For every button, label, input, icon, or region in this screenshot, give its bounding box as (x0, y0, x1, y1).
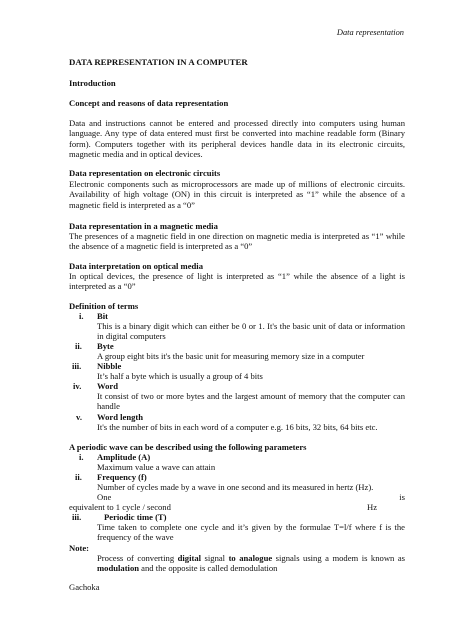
optical-heading: Data interpretation on optical media (69, 261, 203, 271)
running-header: Data representation (336, 28, 404, 37)
wave-desc-amplitude: Maximum value a wave can attain (97, 462, 216, 472)
wave-number: iii. (72, 512, 82, 522)
concept-heading: Concept and reasons of data representation (69, 98, 229, 108)
definition-desc-word: It consist of two or more bytes and the largest amount of memory that the computer can handle (97, 391, 405, 412)
definition-number: v. (76, 412, 82, 422)
optical-paragraph: In optical devices, the presence of light is interpreted as “1” while the absence of a light is interpreted as a “0” (69, 271, 405, 292)
wave-desc-frequency: Number of cycles made by a wave in one second and its measured in hertz (Hz). (97, 482, 374, 492)
definition-desc-bit: This is a binary digit which can either be 0 or 1. It's the basic unit of data or information in digital computers (97, 321, 405, 342)
definition-number: iv. (73, 381, 82, 391)
frequency-one-text: One (97, 492, 112, 502)
document-title: DATA REPRESENTATION IN A COMPUTER (69, 57, 248, 67)
note-bold-modulation: modulation (97, 563, 140, 574)
definitions-heading: Definition of terms (69, 301, 139, 311)
definition-term-byte: Byte (97, 341, 114, 351)
note-text: Process of converting (97, 553, 178, 563)
definition-desc-byte: A group eight bits it's the basic unit for measuring memory size in a computer (97, 351, 365, 361)
note-paragraph (97, 553, 405, 574)
footer-author: Gachoka (69, 582, 100, 592)
note-text: signals using a modem is known as (272, 553, 405, 563)
wave-term-period: Periodic time (T) (104, 512, 167, 522)
note-bold-digital: digital (177, 553, 202, 563)
frequency-is-text: is (399, 492, 405, 502)
note-bold-to-analogue: to analogue (228, 553, 273, 563)
definition-number: i. (79, 311, 84, 321)
concept-paragraph: Data and instructions cannot be entered and processed directly into computers using human language. Any type of data entered must first be converted into machine readable form (Binary form). Computers together with its peripheral devices handle data in its electronic circuits, magnetic media and in optical devices. (69, 118, 405, 159)
wave-number: i. (79, 452, 84, 462)
definition-term-bit: Bit (97, 311, 108, 321)
wave-number: ii. (75, 472, 82, 482)
wave-heading: A periodic wave can be described using the following parameters (69, 442, 307, 452)
frequency-hz-unit: Hz (367, 502, 378, 512)
note-label: Note: (69, 543, 90, 553)
definition-desc-nibble: It’s half a byte which is usually a group of 4 bits (97, 371, 263, 381)
definition-term-word: Word (97, 381, 119, 391)
definition-number: iii. (72, 361, 82, 371)
definition-term-nibble: Nibble (97, 361, 122, 371)
magnetic-heading: Data representation in a magnetic media (69, 221, 218, 231)
definition-term-word-length: Word length (97, 412, 144, 422)
electronic-paragraph: Electronic components such as microprocessors are made up of millions of electronic circuits. Availability of high voltage (ON) in this circuit is interpreted as “1” while the absence of a magnetic field is interpreted as a “0” (69, 179, 405, 210)
definition-number: ii. (75, 341, 82, 351)
note-text: signal (201, 553, 229, 563)
wave-term-frequency: Frequency (f) (97, 472, 147, 482)
magnetic-paragraph: The presences of a magnetic field in one direction on magnetic media is interpreted as “1” while the absence of a magnetic field is interpreted as a “0” (69, 231, 405, 252)
definition-desc-word-length: It's the number of bits in each word of a computer e.g. 16 bits, 32 bits, 64 bits etc. (97, 422, 378, 432)
wave-desc-period: Time taken to complete one cycle and it’s given by the formulae T=l/f where f is the frequency of the wave (97, 522, 405, 543)
note-text: and the opposite is called demodulation (139, 563, 278, 574)
intro-heading: Introduction (69, 78, 116, 88)
frequency-hz-line (97, 492, 405, 502)
wave-term-amplitude: Amplitude (A) (97, 452, 151, 462)
electronic-heading: Data representation on electronic circuits (69, 168, 221, 178)
frequency-equivalent-text: equivalent to 1 cycle / second (69, 502, 171, 512)
